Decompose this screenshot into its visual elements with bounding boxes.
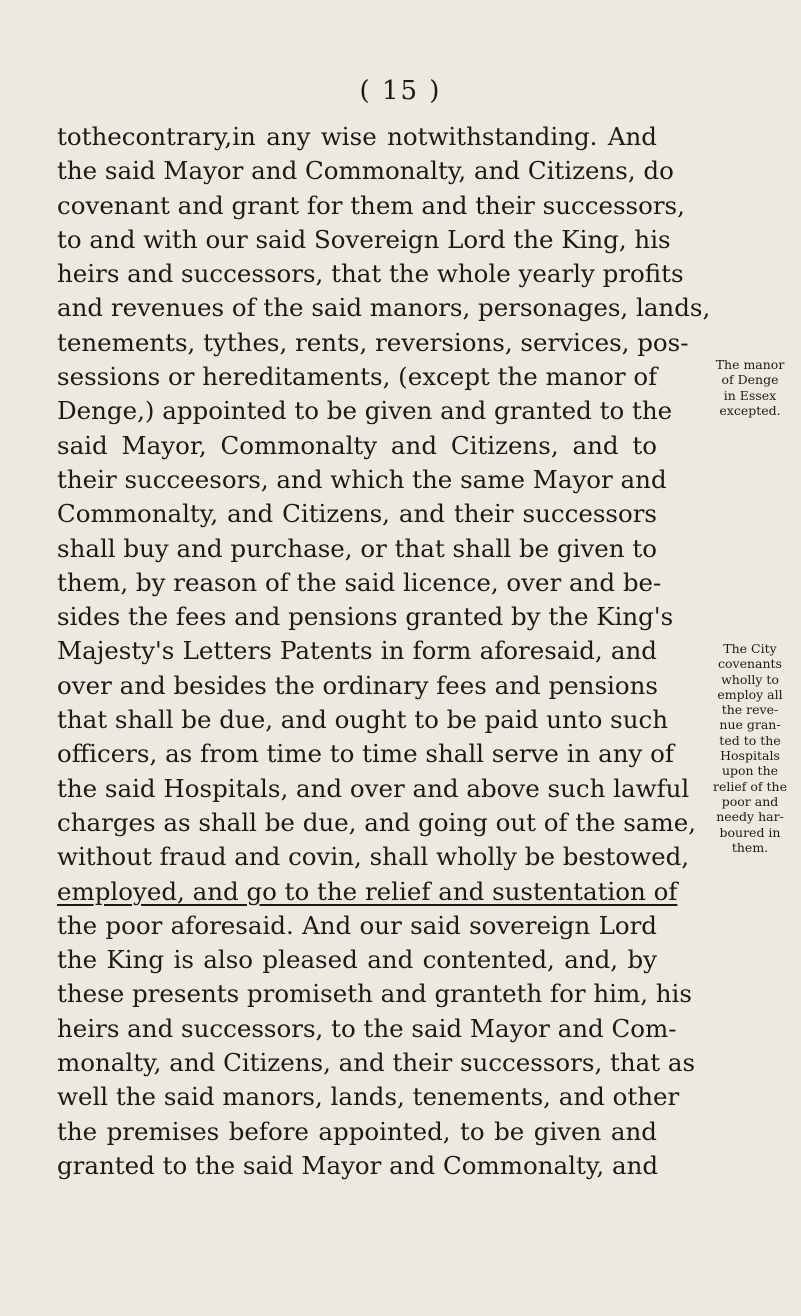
text-line: and revenues of the said manors, personages, lands, xyxy=(57,293,711,323)
text-line: granted to the said Mayor and Commonalty, and xyxy=(57,1150,659,1180)
text-line: the premises before appointed, to be given and xyxy=(57,1116,657,1146)
margin-note-line: relief of the xyxy=(713,778,787,794)
margin-note-line: The City xyxy=(723,641,777,656)
margin-note-line: excepted. xyxy=(719,402,781,418)
text-line: sides the fees and pensions granted by the King's xyxy=(57,602,674,632)
text-line: charges as shall be due, and going out of the same, xyxy=(57,807,697,837)
text-line: to and with our said Sovereign Lord the King, his xyxy=(57,224,671,254)
margin-note-line: needy har- xyxy=(716,809,784,825)
text-line: said Mayor, Commonalty and Citizens, and to xyxy=(57,430,657,460)
text-line: the said Hospitals, and over and above such lawful xyxy=(57,773,690,803)
text-line: covenant and grant for them and their successors, xyxy=(57,190,685,220)
margin-note-line: them. xyxy=(731,839,769,855)
text-line: heirs and successors, that the whole yearly profits xyxy=(57,259,684,289)
text-line: the King is also pleased and contented, and, by xyxy=(57,945,657,975)
text-line: their succeesors, and which the same Mayor and xyxy=(57,464,667,494)
text-line: sessions or hereditaments, (except the manor of xyxy=(57,362,658,392)
text-line: tenements, tythes, rents, reversions, services, pos- xyxy=(57,327,689,357)
margin-note-line: Hospitals xyxy=(720,748,780,764)
text-line: well the said manors, lands, tenements, and other xyxy=(57,1082,680,1112)
text-line: heirs and successors, to the said Mayor and Com- xyxy=(57,1013,677,1043)
text-line-underlined: employed, and go to the relief and sustentation of xyxy=(57,876,678,906)
margin-note-line: The manor xyxy=(715,357,785,372)
text-line: the poor aforesaid. And our said sovereign Lord xyxy=(57,910,657,940)
margin-note-line: wholly to xyxy=(721,671,779,687)
margin-note-line: nue gran- xyxy=(719,717,781,733)
text-line: shall buy and purchase, or that shall be given to xyxy=(57,533,657,563)
margin-note-city-covenants xyxy=(711,641,789,855)
margin-note-line: poor and xyxy=(721,793,779,809)
text-line: Commonalty, and Citizens, and their successors xyxy=(57,499,657,529)
margin-note-line: ted to the xyxy=(719,732,781,748)
text-line: Majesty's Letters Patents in form aforesaid, and xyxy=(57,636,657,666)
text-line: without fraud and covin, shall wholly be bestowed, xyxy=(57,842,690,872)
margin-note-line: upon the xyxy=(721,763,779,779)
margin-note-line: covenants xyxy=(718,656,782,672)
text-line: Denge,) appointed to be given and granted to the xyxy=(57,396,673,426)
body-text xyxy=(57,120,711,1183)
page-number: ( 15 ) xyxy=(359,76,442,106)
text-line: that shall be due, and ought to be paid unto such xyxy=(57,705,669,735)
text-line: these presents promiseth and granteth for him, his xyxy=(57,979,692,1009)
margin-note-line: of Denge xyxy=(721,372,779,388)
text-line: tothecontrary,in any wise notwithstanding. And xyxy=(57,122,657,151)
text-line: officers, as from time to time shall serve in any of xyxy=(57,739,674,769)
text-line: them, by reason of the said licence, over and be- xyxy=(57,567,662,597)
text-line: over and besides the ordinary fees and pensions xyxy=(57,670,658,700)
margin-note-manor-excepted xyxy=(711,357,789,418)
text-line: the said Mayor and Commonalty, and Citizens, do xyxy=(57,156,674,186)
margin-note-line: in Essex xyxy=(723,387,777,403)
text-line: monalty, and Citizens, and their successors, that as xyxy=(57,1048,696,1078)
margin-note-line: employ all xyxy=(717,686,783,702)
margin-note-line: boured in xyxy=(719,824,781,840)
margin-note-line: the reve- xyxy=(721,702,779,718)
